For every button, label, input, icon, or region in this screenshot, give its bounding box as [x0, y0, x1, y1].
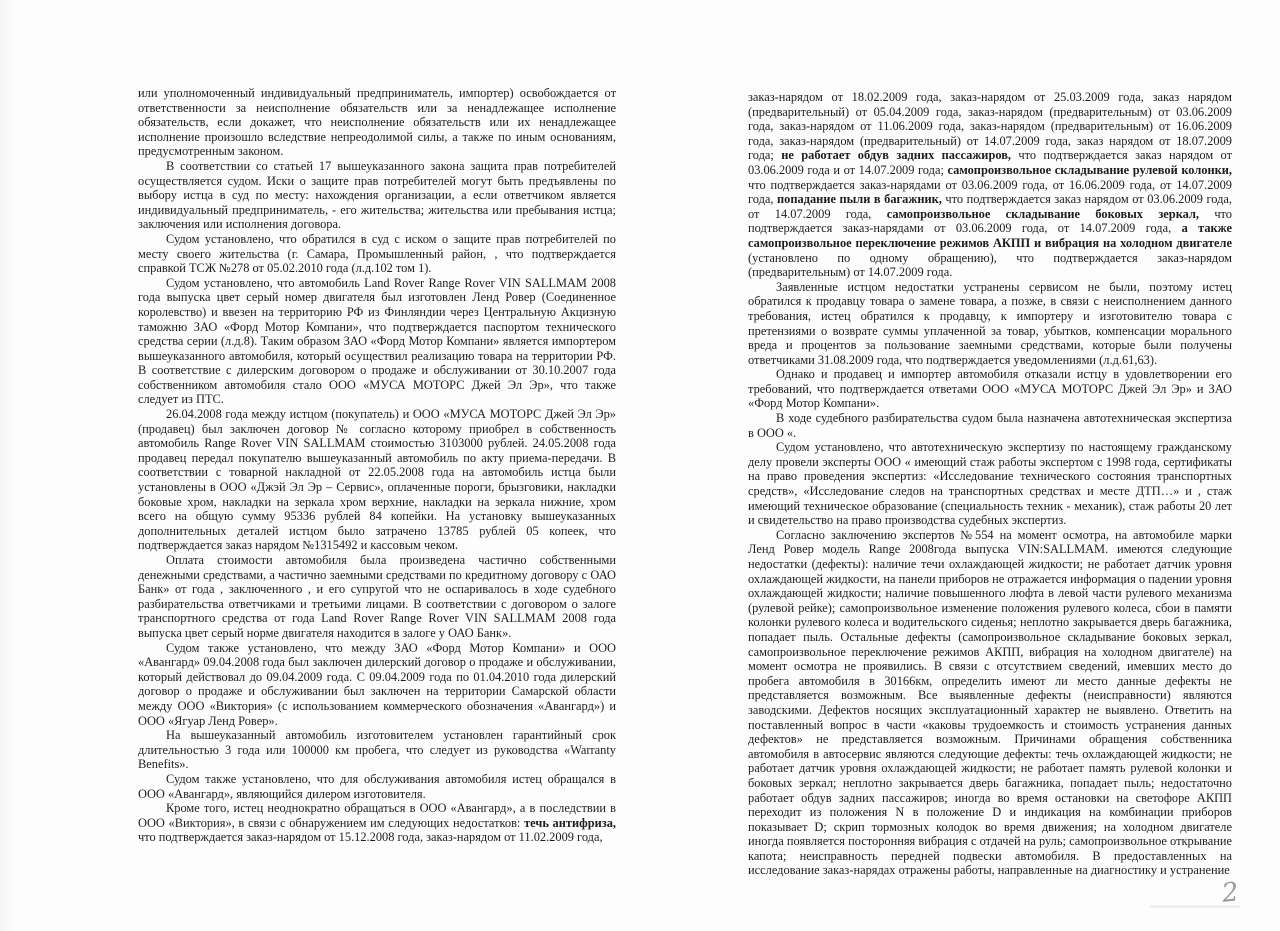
paragraph: Судом установлено, что обратился в суд с иском о защите прав потребителей по месту своего жительства (г. Самара, Промышленный район, , что подтверждается справкой ТСЖ №278 от 05.02.2010 года (л.д.102 том 1).	[138, 231, 616, 276]
paragraph	[138, 801, 616, 845]
bold-defect: самопроизвольное складывание рулевой колонки,	[947, 162, 1232, 177]
text-run: (установлено по одному обращению), что подтверждается заказ-нарядом (предварительным) от 14.07.2009 года.	[748, 250, 1232, 280]
text-run: что подтверждается заказ нарядом от 03.06.2009 года, от 14.07.2009 года,	[748, 192, 1232, 221]
text-run: что подтверждается заказ-нарядами от 03.06.2009 года, от 14.07.2009 года,	[748, 206, 1232, 236]
text-run: что подтверждается заказ-нарядом от 15.12.2008 года, заказ-нарядом от 11.02.2009 года,	[138, 830, 603, 845]
bold-defect: попадание пыли в багажник,	[777, 192, 942, 207]
paragraph: В ходе судебного разбирательства судом была назначена автотехническая экспертиза в ООО «.	[748, 411, 1232, 440]
paragraph: Судом установлено, что автотехническую экспертизу по настоящему гражданскому делу провели эксперты ООО « имеющий стаж работы экспертом с 1998 года, сертификаты на право проведения экспертиз: «Исследование технического состояния транспортных средств», «Исследование следов на транспортных средствах и месте ДТП…» и , стаж имеющий техническое образование (специальность техник - механик), стаж работы 20 лет и свидетельство на право производства судебных экспертиз.	[748, 440, 1232, 528]
paragraph: Судом установлено, что автомобиль Land Rover Range Rover VIN SALLMAM 2008 года выпуска цвет серый номер двигателя был изготовлен Ленд Ровер (Соединенное королевство) и ввезен на территорию РФ из Финляндии через Центральную Акцизную таможню ЗАО «Форд Мотор Компани», что подтверждается паспортом технического средства серии (л.д.8). Таким образом ЗАО «Форд Мотор Компани» является импортером вышеуказанного автомобиля, который осуществил реализацию товара на территории РФ. В соответствие с дилерским договором о продаже и обслуживании от 30.10.2007 года собственником автомобиля стало ООО «МУСА МОТОРС Джей Эл Эр», что также следует из ПТС.	[138, 275, 616, 407]
bold-defect: не работает обдув задних пассажиров,	[781, 148, 1012, 163]
paragraph: Судом также установлено, что между ЗАО «Форд Мотор Компани» и ООО «Авангард» 09.04.2008 года был заключен дилерский договор о продаже и обслуживании, который действовал до 09.04.2009 года. С 09.04.2009 года по 01.04.2010 года дилерский договор о продаже и обслуживании был заключен на территории Самарской области между ООО «Виктория» (с использованием коммерческого обозначения «Авангард») и ООО «Ягуар Ленд Ровер».	[138, 640, 616, 728]
paragraph: На вышеуказанный автомобиль изготовителем установлен гарантийный срок длительностью 3 года или 100000 км пробега, что следует из руководства «Warranty Benefits».	[138, 728, 616, 772]
scan-smudge	[1150, 905, 1240, 908]
page-number: 2	[1220, 877, 1241, 909]
left-column	[138, 86, 616, 845]
paragraph: Однако и продавец и импортер автомобиля отказали истцу в удовлетворении его требований, что подтверждается ответами ООО «МУСА МОТОРС Джей Эл Эр» и ЗАО «Форд Мотор Компани».	[748, 367, 1232, 411]
paragraph	[748, 90, 1232, 280]
paragraph: Оплата стоимости автомобиля была произведена частично собственными денежными средствами, а частично заемными средствами по кредитному договору с ОАО Банк» от года , заключенного , и его супругой что не оспаривалось в ходе судебного разбирательства ответчиками и третьими лицами. В соответствии с договором о залоге транспортного средства от года Land Rover Range Rover VIN SALLMAM 2008 года выпуска цвет серый норме двигателя находится в залоге у ОАО Банк».	[138, 553, 616, 640]
text-run: заказ-нарядом от 18.02.2009 года, заказ-нарядом от 25.03.2009 года, заказ нарядом (предварительный) от 05.04.2009 года, заказ-нарядом (предварительным) от 03.06.2009 года, заказ-нарядом от 11.06.2009 года, заказ-нарядом (предварительным) от 16.06.2009 года, заказ-нарядом (предварительный) от 14.07.2009 года, заказ нарядом от 18.07.2009 года;	[748, 90, 1232, 163]
text-run: что подтверждается заказ-нарядами от 03.06.2009 года, от 16.06.2009 года, от 14.07.2009 года,	[748, 177, 1232, 207]
text-run: Кроме того, истец неоднократно обращаться в ООО «Авангард», а в последствии в ООО «Виктория», в связи с обнаружением им следующих недостатков:	[138, 801, 616, 830]
right-column	[748, 90, 1232, 878]
bold-defect: а также самопроизвольное переключение режимов АКПП и вибрация на холодном двигателе	[748, 221, 1232, 250]
bold-defect: течь антифриза,	[524, 815, 616, 830]
scan-shadow	[0, 0, 14, 931]
text-run: что подтверждается заказ нарядом от 03.06.2009 года и от 14.07.2009 года;	[748, 148, 1232, 177]
bold-defect: самопроизвольное складывание боковых зеркал,	[886, 206, 1199, 221]
paragraph: или уполномоченный индивидуальный предприниматель, импортер) освобождается от ответственности за неисполнение обязательств или за ненадлежащее исполнение обязательств, если докажет, что неисполнение обязательств или их ненадлежащее исполнение произошло вследствие непреодолимой силы, а также по иным основаниям, предусмотренным законом.	[138, 86, 616, 159]
paragraph: Заявленные истцом недостатки устранены сервисом не были, поэтому истец обратился к продавцу товара о замене товара, а позже, в связи с неисполнением данного требования, истец обратился к продавцу, к импортеру и изготовителю товара с претензиями о возврате суммы уплаченной за товар, убытков, компенсации морального вреда и процентов за пользование заемными средствами, которые были получены ответчиками 31.08.2009 года, что подтверждается уведомлениями (л.д.61,63).	[748, 279, 1232, 367]
paragraph: Судом также установлено, что для обслуживания автомобиля истец обращался в ООО «Авангард», являющийся дилером изготовителя.	[138, 771, 616, 801]
paragraph: В соответствии со статьей 17 вышеуказанного закона защита прав потребителей осуществляется судом. Иски о защите прав потребителей могут быть предъявлены по выбору истца в суд по месту: нахождения организации, а если ответчиком является индивидуальный предприниматель, - его жительства; жительства или пребывания истца; заключения или исполнения договора.	[138, 158, 616, 232]
paragraph: 26.04.2008 года между истцом (покупатель) и ООО «МУСА МОТОРС Джей Эл Эр» (продавец) был заключен договор № согласно которому приобрел в собственность автомобиль Range Rover VIN SALLMAM стоимостью 3103000 рублей. 24.05.2008 года продавец передал покупателю вышеуказанный автомобиль по акту приема-передачи. В соответствии с товарной накладной от 22.05.2008 года на автомобиль истца были установлены в ООО «Джэй Эл Эр – Сервис», оплаченные пороги, брызговики, накладки боковые хром, накладки на зеркала хром верхние, накладки на зеркала нижние, хром всего на общую сумму 95336 рублей 84 копейки. На установку вышеуказанных дополнительных деталей истцом было затрачено 13785 рублей 05 копеек, что подтверждается заказ нарядом №1315492 и кассовым чеком.	[138, 407, 616, 553]
paragraph: Согласно заключению экспертов №554 на момент осмотра, на автомобиле марки Ленд Ровер модель Range 2008года выпуска VIN:SALLMAM. имеются следующие недостатки (дефекты): наличие течи охлаждающей жидкости; не работает датчик уровня охлаждающей жидкости, на панели приборов не отражается информация о падении уровня охлаждающей жидкости; наличие повышенного люфта в левой части рулевого механизма (рулевой рейке); самопроизвольное изменение положения рулевого колеса, сбои в памяти колонки рулевого колеса и водительского сиденья; неплотно закрывается дверь багажника, попадает пыль. Остальные дефекты (самопроизвольное складывание боковых зеркал, самопроизвольное переключение режимов АКПП, вибрация на холодном двигателе) на момент осмотра не проявились. В связи с отсутствием сведений, имевших место до пробега автомобиля в 30166км, определить имеют ли место данные дефекты не представляется возможным. Все выявленные дефекты (неисправности) являются заводскими. Дефектов носящих эксплуатационный характер не выявлено. Ответить на поставленный вопрос в части «каковы трудоемкость и стоимость устранения данных дефектов» не представляется возможным. Причинами обращения собственника автомобиля в автосервис являются следующие дефекты: течь охлаждающей жидкости; не работает датчик уровня охлаждающей жидкости; не работает память рулевой колонки и боковых зеркал; неплотно закрывается дверь багажника, попадает пыль; недостаточно работает обдув задних пассажиров; иногда во время остановки на светофоре АКПП переходит из положения N в положение D и индикация на комбинации приборов показывает D; скрип тормозных колодок во время движения; на холодном двигателе иногда появляется посторонняя вибрация с отдачей на руль; самопроизвольное открывание капота; неисправность передней подвески автомобиля. В предоставленных на исследование заказ-нарядах отражены работы, направленные на диагностику и устранение	[748, 527, 1232, 878]
